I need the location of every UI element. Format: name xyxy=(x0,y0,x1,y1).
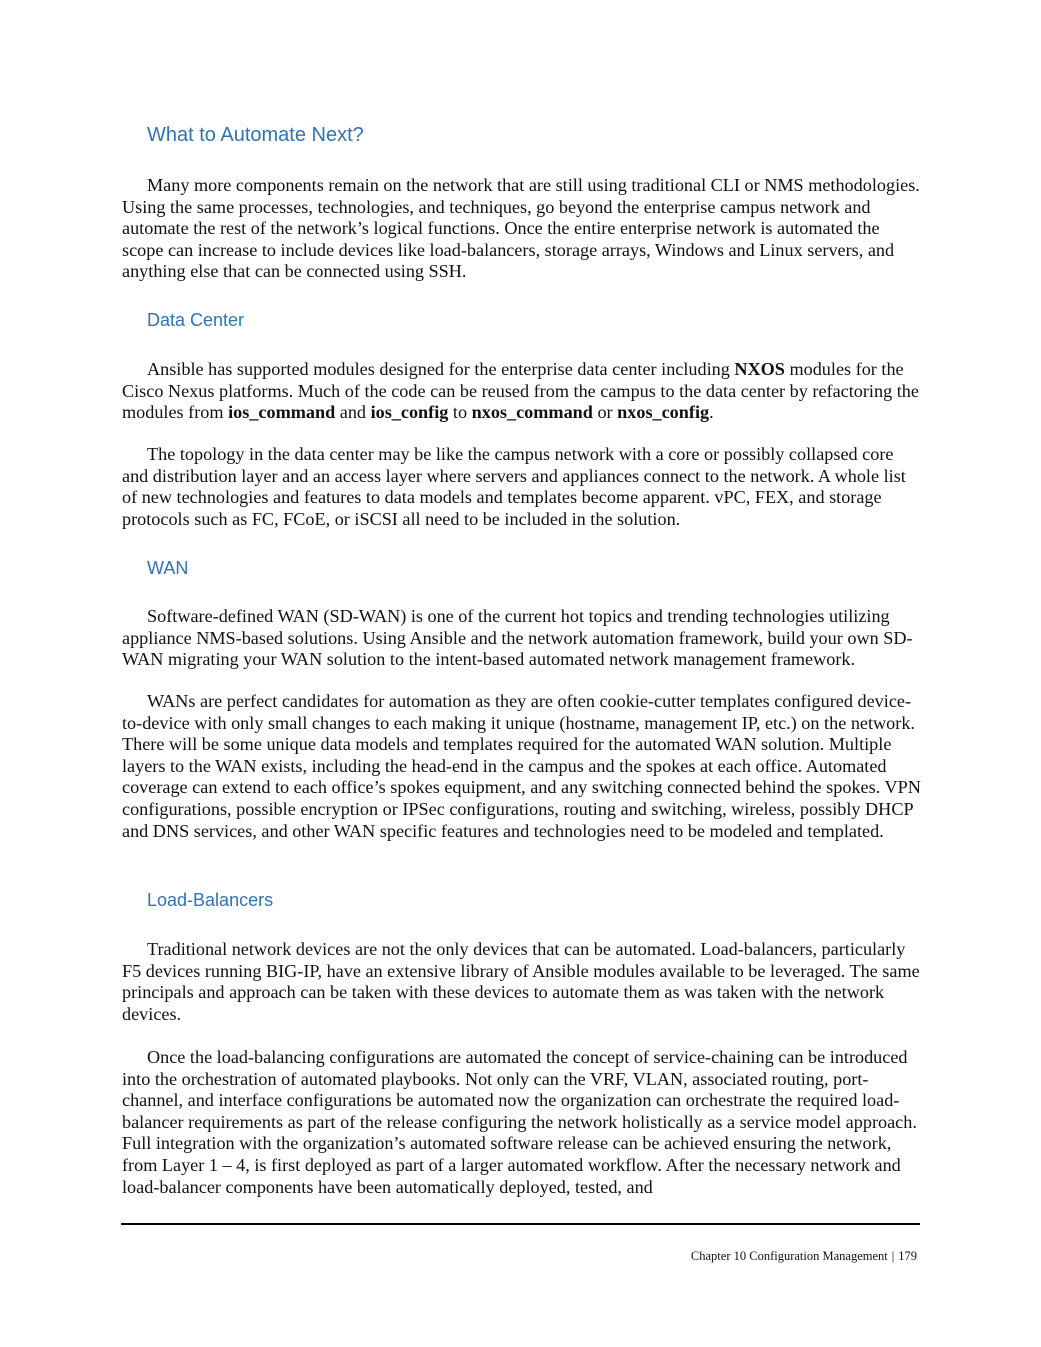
text-run: Ansible has supported modules designed for the enterprise data center including xyxy=(147,359,735,379)
paragraph-data-center-topology: The topology in the data center may be like the campus network with a core or possibly collapsed core and distribution layer and an access layer where servers and appliances connect to the network. A whole list of new technologies and features to data models and templates become apparent. vPC, FEX, and storage protocols such as FC, FCoE, or iSCSI all need to be included in the solution. xyxy=(122,444,906,529)
text-run: modules for the Cisco Nexus platforms. Much of the code can be reused from the campus to the data center by refactoring the modules from xyxy=(122,359,919,423)
paragraph-wan-sdwan: Software-defined WAN (SD-WAN) is one of the current hot topics and trending technologies utilizing appliance NMS-based solutions. Using Ansible and the network automation framework, build your own SD-WAN migrating your WAN solution to the intent-based automated network management framework. xyxy=(122,606,913,670)
bold-term-nxos: NXOS xyxy=(734,359,785,379)
bold-term-ios-config: ios_config xyxy=(370,402,449,423)
bold-term-nxos-command: nxos_command xyxy=(471,402,593,423)
text-run: . xyxy=(709,402,714,423)
footer-chapter-title: Chapter 10 Configuration Management xyxy=(690,1249,888,1263)
text-run: and xyxy=(335,402,371,423)
heading-load-balancers: Load-Balancers xyxy=(147,890,274,910)
footer-separator: | xyxy=(891,1249,895,1263)
text-run: or xyxy=(592,402,618,423)
paragraph-load-balancers-service-chaining: Once the load-balancing configurations are automated the concept of service-chaining can be introduced into the orchestration of automated playbooks. Not only can the VRF, VLAN, associated routing, port-channel, and interface configurations be automated now the organization can orchestrate the required load-balancer requirements as part of the release configuring the network holistically as a service model approach. Full integration with the organization’s automated software release can be achieved ensuring the network, from Layer 1 – 4, is first deployed as part of a larger automated workflow. After the necessary network and load-balancer components have been automatically deployed, tested, and xyxy=(122,1047,917,1197)
heading-wan: WAN xyxy=(147,558,189,578)
bold-term-ios-command: ios_command xyxy=(228,402,336,423)
paragraph-load-balancers-intro: Traditional network devices are not the only devices that can be automated. Load-balancers, particularly F5 devices running BIG-IP, have an extensive library of Ansible modules available to be leveraged. The same principals and approach can be taken with these devices to automate them as was taken with the network devices. xyxy=(122,939,920,1024)
footer-rule xyxy=(121,1223,920,1225)
heading-what-to-automate-next: What to Automate Next? xyxy=(147,124,364,146)
footer-page-number: 179 xyxy=(898,1249,917,1263)
paragraph-wan-templates: WANs are perfect candidates for automation as they are often cookie-cutter templates configured device-to-device with only small changes to each making it unique (hostname, management IP, etc.) on the network. There will be some unique data models and templates required for the automated WAN solution. Multiple layers to the WAN exists, including the head-end in the campus and the spokes at each office. Automated coverage can extend to each office’s spokes equipment, and any switching connected behind the spokes. VPN configurations, possible encryption or IPSec configurations, routing and switching, wireless, possibly DHCP and DNS services, and other WAN specific features and technologies need to be modeled and templated. xyxy=(122,691,921,841)
paragraph-automate-next-intro: Many more components remain on the network that are still using traditional CLI or NMS methodologies. Using the same processes, technologies, and techniques, go beyond the enterprise campus network and automate the rest of the network’s logical functions. Once the entire enterprise network is automated the scope can increase to include devices like load-balancers, storage arrays, Windows and Linux servers, and anything else that can be connected using SSH. xyxy=(122,175,920,282)
paragraph-data-center-modules xyxy=(122,359,922,424)
page-footer xyxy=(691,1249,917,1264)
heading-data-center: Data Center xyxy=(147,310,245,330)
bold-term-nxos-config: nxos_config xyxy=(617,402,710,423)
text-run: to xyxy=(448,402,472,423)
